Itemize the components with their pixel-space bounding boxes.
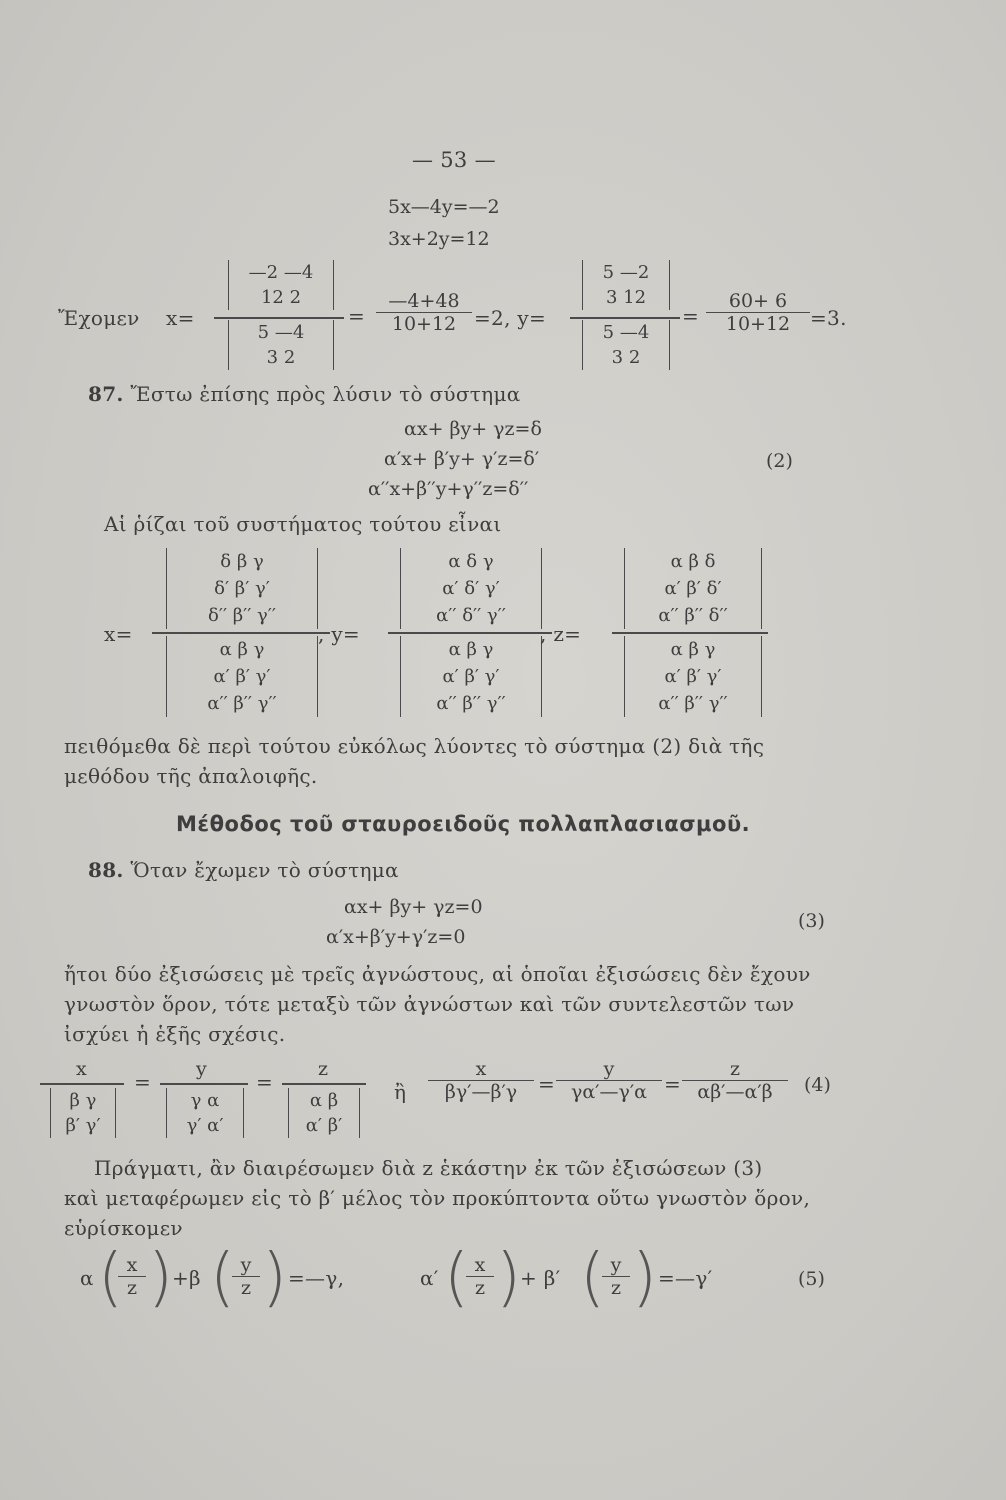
x-over-z (118, 1254, 146, 1299)
y-over-z (232, 1254, 260, 1299)
section-text: Ὅταν ἔχωμεν τὸ σύστημα (130, 858, 399, 882)
section-number: 87. (88, 382, 124, 406)
det-row: α′′ β′′ γ′′ (207, 693, 277, 714)
solution-intro: Ἔχομεν (58, 306, 140, 330)
y-calc-fraction (706, 290, 810, 335)
right-paren: ) (148, 1241, 173, 1315)
z-denominator-determinant (624, 636, 762, 717)
equals-sign: = (538, 1072, 556, 1096)
coef-a: α (80, 1266, 94, 1290)
fraction-bar (282, 1083, 366, 1085)
system1-eq1: 5x—4y=—2 (388, 196, 500, 218)
y-denominator-determinant (400, 636, 542, 717)
ratio2-z-num: z (729, 1058, 740, 1080)
fraction-bar (40, 1083, 124, 1085)
frac-num: y (610, 1254, 622, 1276)
x-calc-num: —4+48 (388, 290, 460, 312)
det-row: α′′ β′′ γ′′ (658, 693, 728, 714)
det-row: γ α (190, 1090, 220, 1111)
ratio-x: x (76, 1058, 87, 1080)
equals-minus-g-prime: =—γ′ (658, 1266, 713, 1290)
ratio2-z (682, 1058, 788, 1103)
paragraph-line: Πράγματι, ἂν διαιρέσωμεν διὰ z ἑκάστην ἐκ τῶν ἐξισώσεων (3) (94, 1156, 763, 1180)
det-row: α′ β′ γ′ (442, 666, 500, 687)
equals-sign: = (134, 1070, 152, 1094)
ratio-y: y (196, 1058, 207, 1080)
det-row: α′ β′ γ′ (664, 666, 722, 687)
y-result: =3. (810, 306, 847, 330)
det-row: α β (309, 1090, 339, 1111)
page-number: — 53 — (412, 148, 496, 172)
section-87-heading (88, 382, 521, 406)
x-calc-den: 10+12 (376, 312, 472, 335)
equation-label-4: (4) (804, 1074, 831, 1096)
fraction-bar (612, 632, 768, 634)
det-row: 5 —2 (602, 262, 650, 283)
y-denominator-determinant (582, 320, 670, 370)
system2-eq2: α′x+ β′y+ γ′z=δ′ (384, 448, 540, 470)
system2-eq1: αx+ βy+ γz=δ (404, 418, 542, 440)
plus-b: +β (172, 1266, 201, 1290)
x-numerator-determinant (228, 260, 334, 310)
left-paren: ( (580, 1241, 605, 1315)
right-paren: ) (632, 1241, 657, 1315)
left-paren: ( (98, 1241, 123, 1315)
x-denominator-determinant (228, 320, 334, 370)
det-row: δ β γ (220, 551, 264, 572)
det-row: β′ γ′ (65, 1115, 101, 1136)
left-paren: ( (444, 1241, 469, 1315)
plus-b-prime: + β′ (520, 1266, 561, 1290)
det-row: α′′ β′′ δ′′ (658, 605, 728, 626)
equation-label-3: (3) (798, 910, 825, 932)
det-row: 5 —4 (602, 322, 650, 343)
equation-label-2: (2) (766, 450, 793, 472)
det-row: 3 2 (611, 347, 641, 368)
equals-sign: = (348, 304, 366, 328)
y-calc-den: 10+12 (706, 312, 810, 335)
det-row: γ′ α′ (186, 1115, 224, 1136)
equals-sign: = (256, 1070, 274, 1094)
paragraph-line: εὑρίσκομεν (64, 1216, 183, 1240)
fraction-bar (152, 632, 330, 634)
section-88-heading (88, 858, 399, 882)
solution-x-label: x= (166, 306, 195, 330)
det-row: α δ γ (448, 551, 494, 572)
y-label: , y= (318, 622, 360, 646)
ratio-z: z (318, 1058, 329, 1080)
right-paren: ) (496, 1241, 521, 1315)
system3-eq2: α′x+β′y+γ′z=0 (326, 926, 466, 948)
det-row: δ′′ β′′ γ′′ (208, 605, 276, 626)
det-row: α′′ β′′ γ′′ (436, 693, 506, 714)
method-title: Μέθοδος τοῦ σταυροειδοῦς πολλαπλασιασμοῦ. (176, 812, 751, 836)
paragraph-line: καὶ μεταφέρωμεν εἰς τὸ β′ μέλος τὸν προκύπτοντα οὕτω γνωστὸν ὅρον, (64, 1186, 811, 1210)
det-row: α β γ (670, 639, 716, 660)
ratio2-y-num: y (603, 1058, 615, 1080)
right-paren: ) (262, 1241, 287, 1315)
left-paren: ( (210, 1241, 235, 1315)
y-calc-num: 60+ 6 (728, 290, 788, 312)
system1-eq2: 3x+2y=12 (388, 228, 490, 250)
det-row: 3 2 (266, 347, 296, 368)
fraction-bar (388, 632, 552, 634)
det-row: β γ (69, 1090, 97, 1111)
ratio2-x-num: x (475, 1058, 487, 1080)
frac-num: x (474, 1254, 486, 1276)
det-row: α′′ δ′′ γ′′ (436, 605, 506, 626)
x-over-z (466, 1254, 494, 1299)
ratio2-y (556, 1058, 662, 1103)
x-label: x= (104, 622, 133, 646)
section-text: Ἔστω ἐπίσης πρὸς λύσιν τὸ σύστημα (130, 382, 521, 406)
fraction-bar (214, 317, 344, 319)
ratio2-x (428, 1058, 534, 1103)
x-result: =2, y= (474, 306, 547, 330)
or-word: ἢ (394, 1080, 407, 1104)
det-row: α β δ (670, 551, 716, 572)
x-denominator-determinant (166, 636, 318, 717)
equals-sign: = (682, 304, 700, 328)
det-y (166, 1088, 244, 1138)
det-row: 5 —4 (257, 322, 305, 343)
equals-minus-g: =—γ, (288, 1266, 345, 1290)
paragraph-line: ἤτοι δύο ἐξισώσεις μὲ τρεῖς ἀγνώστους, αἱ ὁποῖαι ἐξισώσεις δὲν ἔχουν (64, 962, 811, 986)
section-number: 88. (88, 858, 124, 882)
det-z (288, 1088, 360, 1138)
fraction-bar (160, 1083, 248, 1085)
det-row: 3 12 (605, 287, 647, 308)
frac-den: z (602, 1276, 630, 1299)
y-numerator-determinant (582, 260, 670, 310)
det-row: α β γ (448, 639, 494, 660)
fraction-bar (570, 317, 680, 319)
det-row: α′ β′ γ′ (213, 666, 271, 687)
ratio2-y-den: γα′—γ′α (556, 1080, 662, 1103)
system2-eq3: α′′x+β′′y+γ′′z=δ′′ (368, 478, 529, 500)
paragraph-line: γνωστὸν ὅρον, τότε μεταξὺ τῶν ἀγνώστων καὶ τῶν συντελεστῶν των (64, 992, 795, 1016)
x-numerator-determinant (166, 548, 318, 629)
y-numerator-determinant (400, 548, 542, 629)
frac-den: z (232, 1276, 260, 1299)
det-row: α′ δ′ γ′ (442, 578, 500, 599)
equation-label-5: (5) (798, 1268, 825, 1290)
frac-num: y (240, 1254, 252, 1276)
frac-num: x (126, 1254, 138, 1276)
det-row: α β γ (219, 639, 265, 660)
x-calc-fraction (376, 290, 472, 335)
det-row: δ′ β′ γ′ (214, 578, 270, 599)
system3-eq1: αx+ βy+ γz=0 (344, 896, 483, 918)
paragraph-line: ἰσχύει ἡ ἑξῆς σχέσις. (64, 1022, 286, 1046)
ratio2-z-den: αβ′—α′β (682, 1080, 788, 1103)
y-over-z (602, 1254, 630, 1299)
paragraph-line: μεθόδου τῆς ἀπαλοιφῆς. (64, 764, 318, 788)
z-label: , z= (540, 622, 582, 646)
coef-a-prime: α′ (420, 1266, 439, 1290)
det-row: 12 2 (260, 287, 302, 308)
frac-den: z (466, 1276, 494, 1299)
det-x (50, 1088, 116, 1138)
roots-text: Αἱ ῥίζαι τοῦ συστήματος τούτου εἶναι (104, 512, 502, 536)
det-row: —2 —4 (248, 262, 314, 283)
det-row: α′ β′ (305, 1115, 343, 1136)
z-numerator-determinant (624, 548, 762, 629)
frac-den: z (118, 1276, 146, 1299)
ratio2-x-den: βγ′—β′γ (428, 1080, 534, 1103)
paragraph-line: πειθόμεθα δὲ περὶ τούτου εὐκόλως λύοντες τὸ σύστημα (2) διὰ τῆς (64, 734, 765, 758)
equals-sign: = (664, 1072, 682, 1096)
det-row: α′ β′ δ′ (664, 578, 722, 599)
